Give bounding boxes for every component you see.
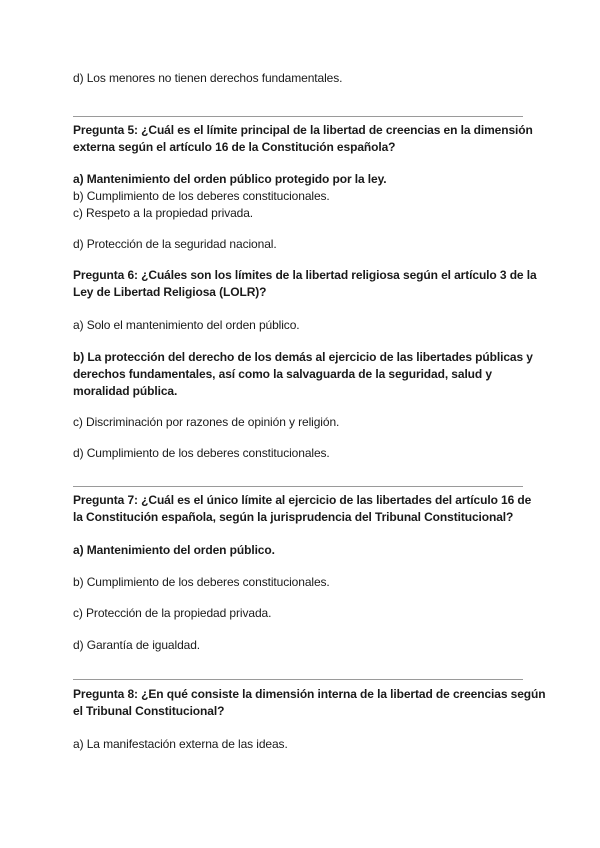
question-5-text-line-1: Pregunta 5: ¿Cuál es el límite principal de la libertad de creencias en la dimensión [73,123,533,137]
question-6-text-line-1: Pregunta 6: ¿Cuáles son los límites de la libertad religiosa según el artículo 3 de la [73,268,537,282]
section-divider [73,679,523,680]
question-7-correct-answer-a: a) Mantenimiento del orden público. [73,543,275,557]
section-divider [73,116,523,117]
question-8-text-line-1: Pregunta 8: ¿En qué consiste la dimensión interna de la libertad de creencias según [73,687,546,701]
section-divider [73,486,523,487]
question-6-option-c: c) Discriminación por razones de opinión y religión. [73,415,340,429]
question-5-option-b: b) Cumplimiento de los deberes constitucionales. [73,189,330,203]
question-6-option-a: a) Solo el mantenimiento del orden público. [73,318,300,332]
question-5-correct-answer-a: a) Mantenimiento del orden público protegido por la ley. [73,172,387,186]
answer-option-d: d) Los menores no tienen derechos fundamentales. [73,71,343,85]
question-7-text-line-2: la Constitución española, según la jurisprudencia del Tribunal Constitucional? [73,510,514,524]
question-6-text-line-2: Ley de Libertad Religiosa (LOLR)? [73,285,267,299]
question-6-correct-answer-b-line-3: moralidad pública. [73,384,178,398]
question-6-correct-answer-b-line-1: b) La protección del derecho de los demás al ejercicio de las libertades públicas y [73,350,533,364]
question-6-option-d: d) Cumplimiento de los deberes constitucionales. [73,446,330,460]
question-6-correct-answer-b-line-2: derechos fundamentales, así como la salvaguarda de la seguridad, salud y [73,367,492,381]
question-7-option-c: c) Protección de la propiedad privada. [73,606,272,620]
question-8-option-a: a) La manifestación externa de las ideas. [73,737,288,751]
question-7-text-line-1: Pregunta 7: ¿Cuál es el único límite al ejercicio de las libertades del artículo 16 de [73,493,532,507]
question-5-option-d: d) Protección de la seguridad nacional. [73,237,277,251]
question-7-option-b: b) Cumplimiento de los deberes constitucionales. [73,575,330,589]
question-8-text-line-2: el Tribunal Constitucional? [73,704,225,718]
question-5-text-line-2: externa según el artículo 16 de la Constitución española? [73,140,396,154]
question-7-option-d: d) Garantía de igualdad. [73,638,201,652]
question-5-option-c: c) Respeto a la propiedad privada. [73,206,254,220]
